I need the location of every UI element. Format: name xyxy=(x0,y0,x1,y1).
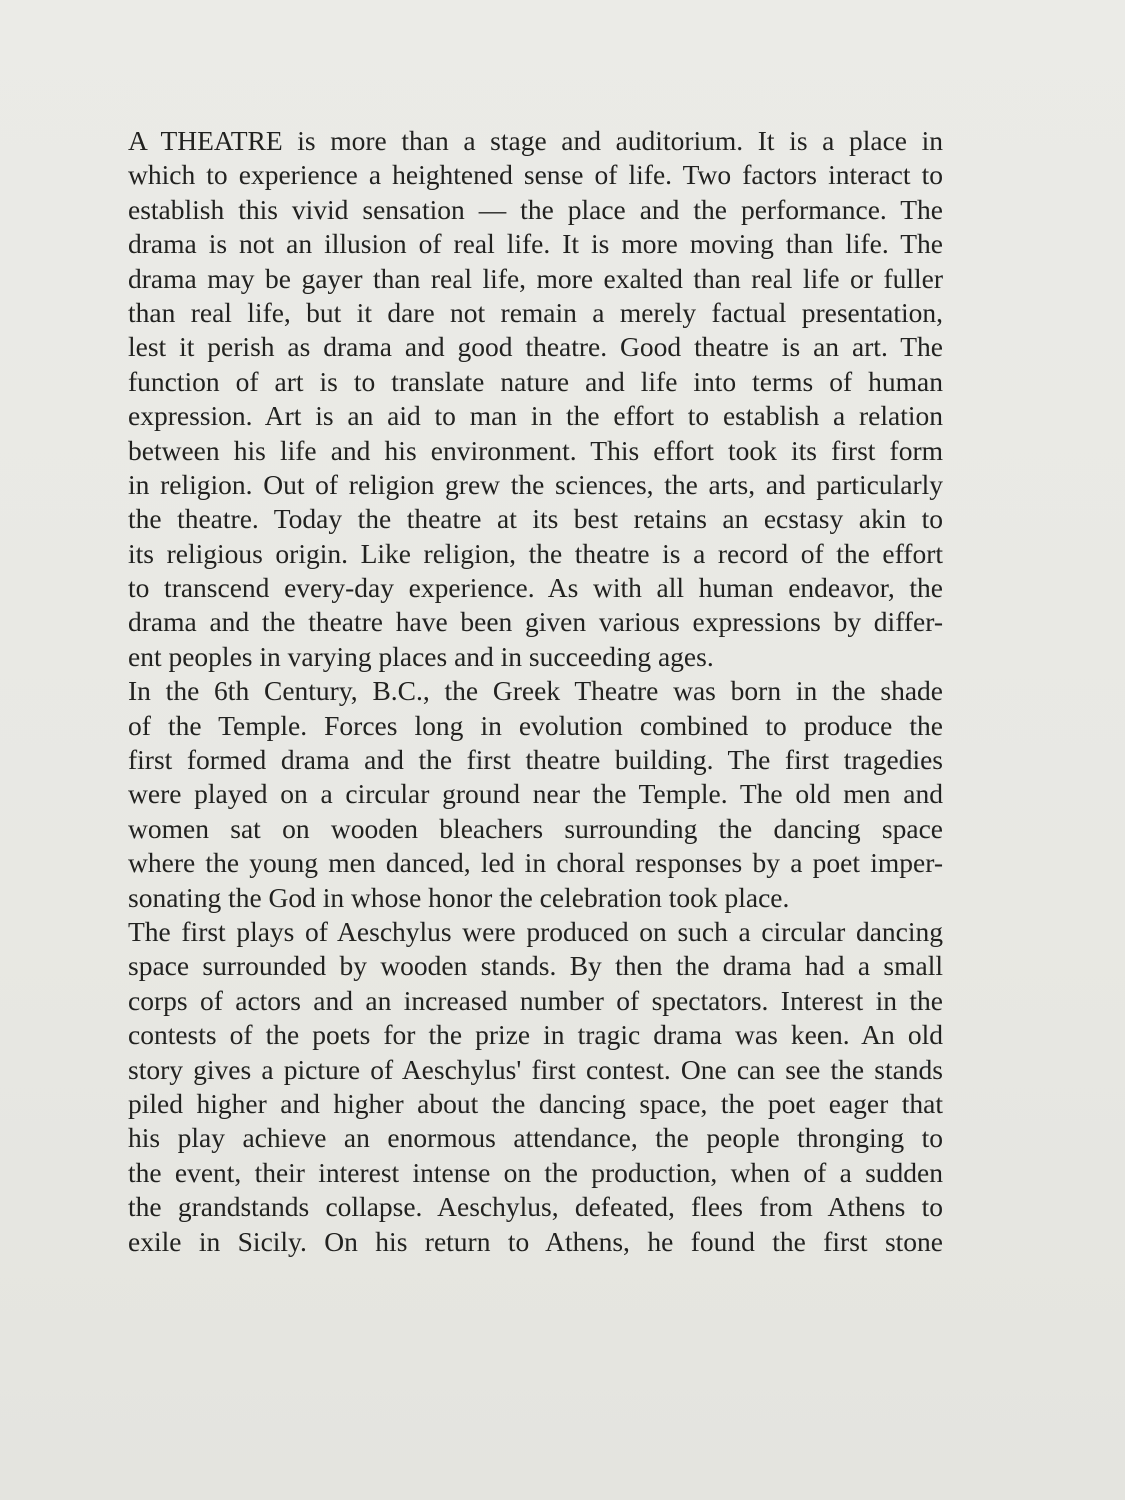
text-line: its religious origin. Like religion, the theatre is a record of the effort xyxy=(128,537,943,569)
text-line: the event, their interest intense on the production, when of a sudden xyxy=(128,1156,943,1188)
text-line: story gives a picture of Aeschylus' first contest. One can see the stands xyxy=(128,1053,943,1085)
text-line: corps of actors and an increased number of spectators. Interest in the xyxy=(128,984,943,1016)
text-line: piled higher and higher about the dancing space, the poet eager that xyxy=(128,1087,943,1119)
text-line: drama may be gayer than real life, more exalted than real life or fuller xyxy=(128,262,943,294)
paragraph xyxy=(128,674,943,915)
text-line: first formed drama and the first theatre building. The first tragedies xyxy=(128,744,943,776)
text-line: drama is not an illusion of real life. It is more moving than life. The xyxy=(128,228,943,260)
document-body xyxy=(128,124,943,1259)
paragraph xyxy=(128,915,943,1259)
text-line: to transcend every-day experience. As with all human endeavor, the xyxy=(128,572,943,604)
text-line: function of art is to translate nature and life into terms of human xyxy=(128,365,943,397)
text-line: women sat on wooden bleachers surrounding the dancing space xyxy=(128,812,943,844)
text-line: contests of the poets for the prize in tragic drama was keen. An old xyxy=(128,1019,943,1051)
text-line: A THEATRE is more than a stage and auditorium. It is a place in xyxy=(128,125,943,156)
text-line: ent peoples in varying places and in succeeding ages. xyxy=(128,640,714,672)
text-line: his play achieve an enormous attendance, the people thronging to xyxy=(128,1122,943,1154)
text-line: between his life and his environment. This effort took its first form xyxy=(128,434,943,466)
text-line: establish this vivid sensation — the place and the performance. The xyxy=(128,193,943,225)
text-line: the grandstands collapse. Aeschylus, defeated, flees from Athens to xyxy=(128,1191,943,1223)
text-line: were played on a circular ground near the Temple. The old men and xyxy=(128,778,943,810)
text-line: which to experience a heightened sense of life. Two factors interact to xyxy=(128,159,943,191)
text-line: the theatre. Today the theatre at its best retains an ecstasy akin to xyxy=(128,503,943,535)
text-line: than real life, but it dare not remain a merely factual presentation, xyxy=(128,296,943,328)
paragraph xyxy=(128,124,943,674)
text-line: exile in Sicily. On his return to Athens, he found the first stone xyxy=(128,1225,943,1257)
text-line: drama and the theatre have been given various expressions by differ- xyxy=(128,606,943,638)
text-line: lest it perish as drama and good theatre. Good theatre is an art. The xyxy=(128,331,943,363)
text-line: sonating the God in whose honor the celebration took place. xyxy=(128,881,790,913)
text-line: The first plays of Aeschylus were produced on such a circular dancing xyxy=(128,915,943,947)
text-line: In the 6th Century, B.C., the Greek Theatre was born in the shade xyxy=(128,675,943,707)
text-line: expression. Art is an aid to man in the effort to establish a relation xyxy=(128,400,943,432)
text-line: where the young men danced, led in choral responses by a poet imper- xyxy=(128,847,943,879)
text-line: in religion. Out of religion grew the sciences, the arts, and particularly xyxy=(128,468,943,500)
text-line: space surrounded by wooden stands. By then the drama had a small xyxy=(128,950,943,982)
text-line: of the Temple. Forces long in evolution combined to produce the xyxy=(128,709,943,741)
